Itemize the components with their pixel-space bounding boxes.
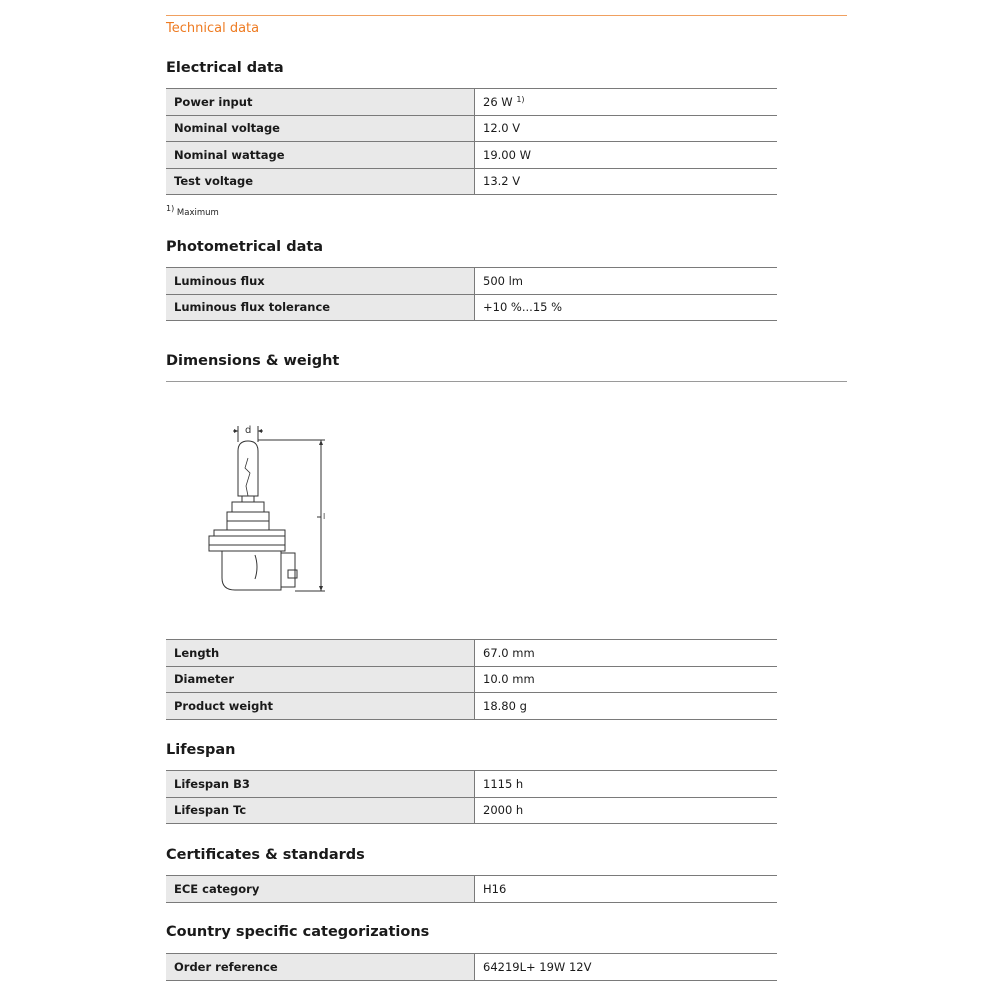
table-row [166,168,777,195]
row-label: Lifespan B3 [166,771,475,798]
electrical-table [166,88,777,195]
country-heading: Country specific categorizations [166,924,430,940]
lamp-dimension-drawing-icon [195,418,335,598]
row-value: 19.00 W [475,142,778,169]
row-value: 64219L+ 19W 12V [475,954,778,981]
dimensions-table [166,639,777,720]
row-label: Test voltage [166,168,475,195]
table-row [166,640,777,667]
row-value [475,89,778,116]
table-row [166,89,777,116]
row-label: Order reference [166,954,475,981]
photometrical-heading: Photometrical data [166,239,324,255]
table-row [166,666,777,693]
table-row [166,876,777,903]
row-label: Lifespan Tc [166,797,475,824]
table-row [166,268,777,295]
footnote-mark: 1) [166,204,175,213]
row-value: 12.0 V [475,115,778,142]
photometrical-table [166,267,777,321]
row-label: Power input [166,89,475,116]
power-input-value: 26 W [483,94,513,109]
length-label: l [323,512,326,521]
row-label: ECE category [166,876,475,903]
row-value: +10 %...15 % [475,294,778,321]
lifespan-heading: Lifespan [166,742,236,758]
row-value: 67.0 mm [475,640,778,667]
row-value: 10.0 mm [475,666,778,693]
certificates-heading: Certificates & standards [166,847,365,863]
dimensions-divider [166,381,847,382]
row-value: 18.80 g [475,693,778,720]
footnote-text: Maximum [176,208,219,218]
row-label: Luminous flux [166,268,475,295]
row-label: Nominal wattage [166,142,475,169]
diameter-label: d [245,425,252,436]
certificates-table [166,875,777,903]
table-row [166,115,777,142]
lifespan-table [166,770,777,824]
row-label: Length [166,640,475,667]
page-title: Technical data [166,21,260,36]
row-label: Product weight [166,693,475,720]
footnote-ref: 1) [516,94,525,104]
electrical-heading: Electrical data [166,60,284,76]
table-row [166,294,777,321]
row-value: 2000 h [475,797,778,824]
row-label: Luminous flux tolerance [166,294,475,321]
table-row [166,954,777,981]
table-row [166,693,777,720]
row-value: 500 lm [475,268,778,295]
footnote [166,204,219,218]
row-label: Nominal voltage [166,115,475,142]
top-divider [166,15,847,16]
country-table [166,953,777,981]
row-value: 13.2 V [475,168,778,195]
table-row [166,797,777,824]
row-value: 1115 h [475,771,778,798]
dimensions-heading: Dimensions & weight [166,353,340,369]
table-row [166,142,777,169]
table-row [166,771,777,798]
row-value: H16 [475,876,778,903]
row-label: Diameter [166,666,475,693]
